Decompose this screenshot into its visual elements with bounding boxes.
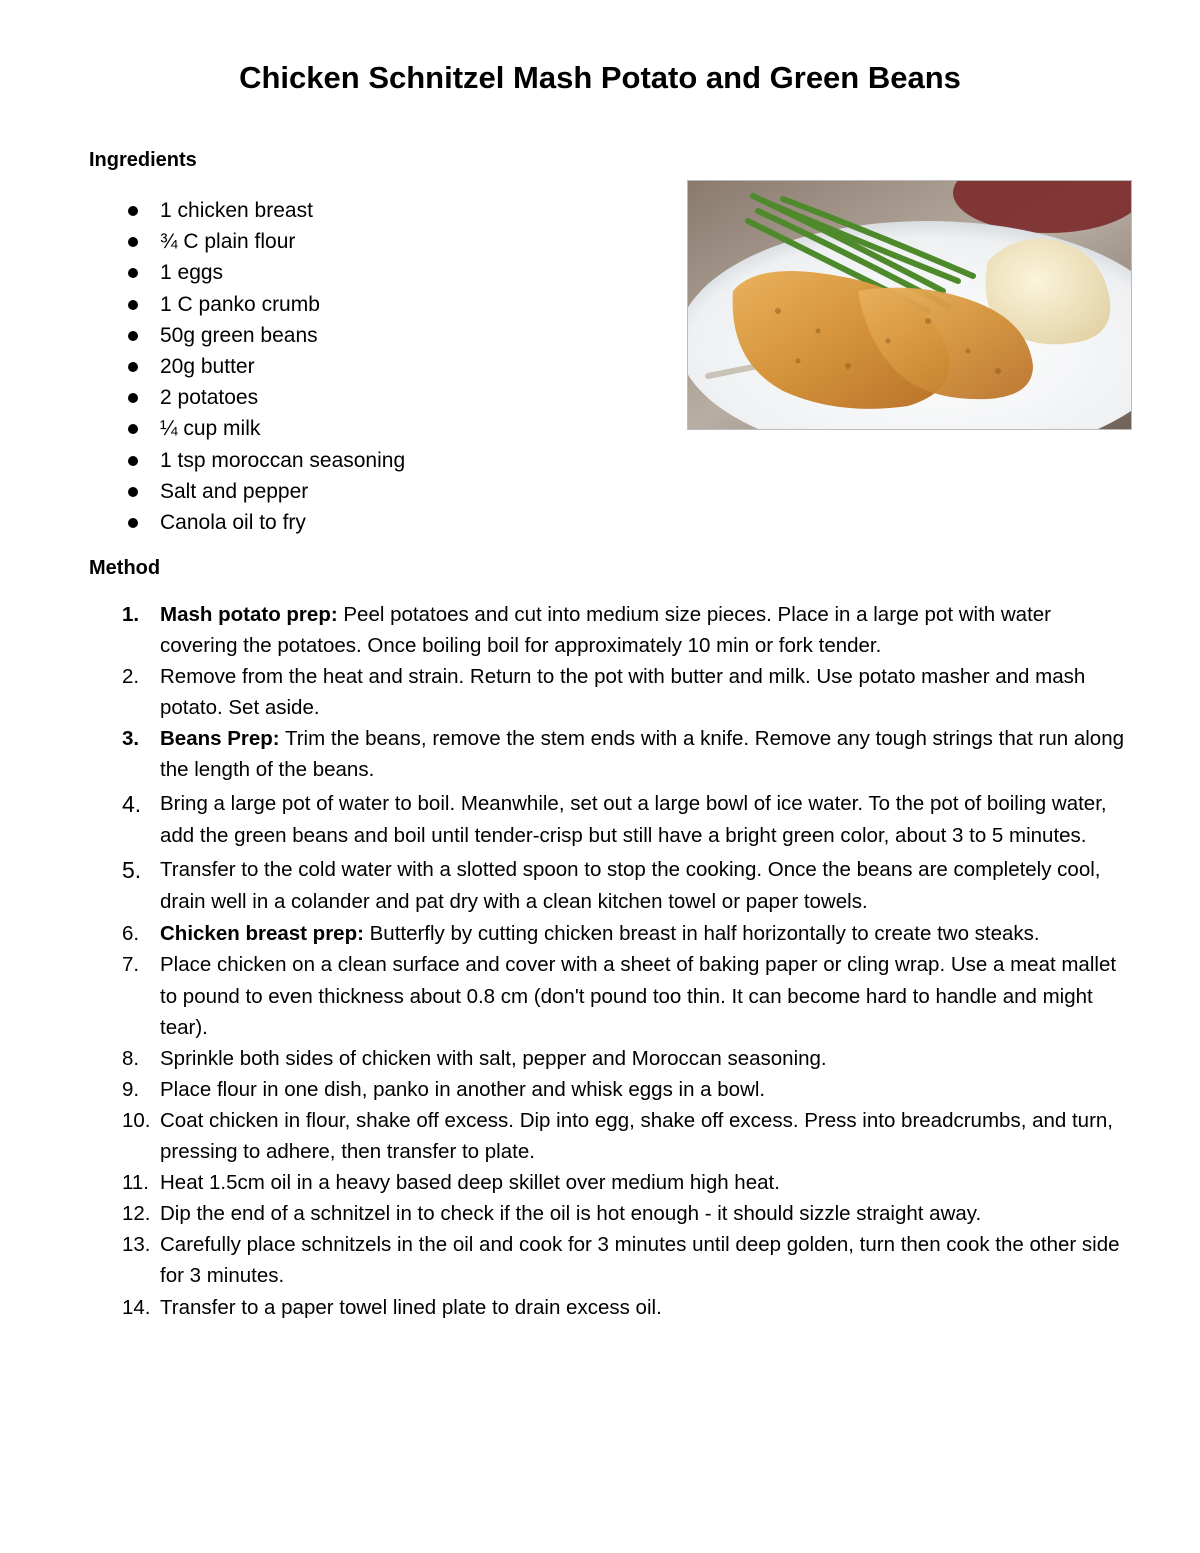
ingredient-item: ¼ cup milk xyxy=(127,413,405,444)
recipe-title: Chicken Schnitzel Mash Potato and Green Beans xyxy=(239,60,961,95)
ingredient-item: 2 potatoes xyxy=(127,382,405,413)
method-step: 13. Carefully place schnitzels in the oil and cook for 3 minutes until deep golden, turn then cook the other side for 3 minutes. xyxy=(122,1233,1120,1288)
bullet-icon xyxy=(128,268,138,278)
ingredients-heading: Ingredients xyxy=(89,149,197,171)
ingredient-item: Salt and pepper xyxy=(127,476,405,507)
schnitzel-plate-photo xyxy=(687,180,1132,430)
method-step: 10. Coat chicken in flour, shake off excess. Dip into egg, shake off excess. Press into breadcrumbs, and turn, pressing to adhere, then transfer to plate. xyxy=(122,1108,1113,1164)
ingredient-item: 1 eggs xyxy=(127,257,405,288)
method-step: 12. Dip the end of a schnitzel in to check if the oil is hot enough - it should sizzle straight away. xyxy=(122,1202,982,1226)
ingredient-item: 1 tsp moroccan seasoning xyxy=(127,445,405,476)
bullet-icon xyxy=(128,518,138,528)
method-step: 2. Remove from the heat and strain. Return to the pot with butter and milk. Use potato masher and mash potato. Set aside. xyxy=(122,665,1086,720)
method-step: 7. Place chicken on a clean surface and cover with a sheet of baking paper or cling wrap. Use a meat mallet to pound to even thickness about 0.8 cm (don't pound too thin. It can become hard to handle and might tear). xyxy=(122,953,1117,1039)
bullet-icon xyxy=(128,393,138,403)
method-step: 3. Beans Prep: Trim the beans, remove the stem ends with a knife. Remove any tough strings that run along the length of the beans. xyxy=(122,727,1124,782)
method-step: 8. Sprinkle both sides of chicken with salt, pepper and Moroccan seasoning. xyxy=(122,1046,827,1070)
method-step: 14. Transfer to a paper towel lined plate to drain excess oil. xyxy=(122,1295,662,1319)
method-step: 5. Transfer to the cold water with a slotted spoon to stop the cooking. Once the beans are completely cool, drain well in a colander and pat dry with a clean kitchen towel or paper towels. xyxy=(122,856,1101,914)
ingredients-list xyxy=(127,195,405,538)
bullet-icon xyxy=(128,487,138,497)
method-step: 11. Heat 1.5cm oil in a heavy based deep skillet over medium high heat. xyxy=(122,1171,780,1195)
bullet-icon xyxy=(128,237,138,247)
bullet-icon xyxy=(128,300,138,310)
method-step: 6. Chicken breast prep: Butterfly by cutting chicken breast in half horizontally to create two steaks. xyxy=(122,922,1040,946)
bullet-icon xyxy=(128,424,138,434)
ingredient-item: 1 C panko crumb xyxy=(127,289,405,320)
bullet-icon xyxy=(128,331,138,341)
method-step: 9. Place flour in one dish, panko in another and whisk eggs in a bowl. xyxy=(122,1077,766,1101)
method-step: 4. Bring a large pot of water to boil. Meanwhile, set out a large bowl of ice water. To the pot of boiling water, add the green beans and boil until tender-crisp but still have a bright green color, about 3 to 5 minutes. xyxy=(122,790,1107,847)
ingredient-item: ¾ C plain flour xyxy=(127,226,405,257)
method-heading: Method xyxy=(89,557,161,579)
bullet-icon xyxy=(128,206,138,216)
method-list xyxy=(122,599,1132,1323)
method-step: 1. Mash potato prep: Peel potatoes and cut into medium size pieces. Place in a large pot with water covering the potatoes. Once boiling boil for approximately 10 min or fork tender. xyxy=(122,603,1052,658)
ingredient-item: 20g butter xyxy=(127,351,405,382)
bullet-icon xyxy=(128,362,138,372)
bullet-icon xyxy=(128,456,138,466)
ingredient-item: 50g green beans xyxy=(127,320,405,351)
ingredient-item: 1 chicken breast xyxy=(127,195,405,226)
ingredient-item: Canola oil to fry xyxy=(127,507,405,538)
